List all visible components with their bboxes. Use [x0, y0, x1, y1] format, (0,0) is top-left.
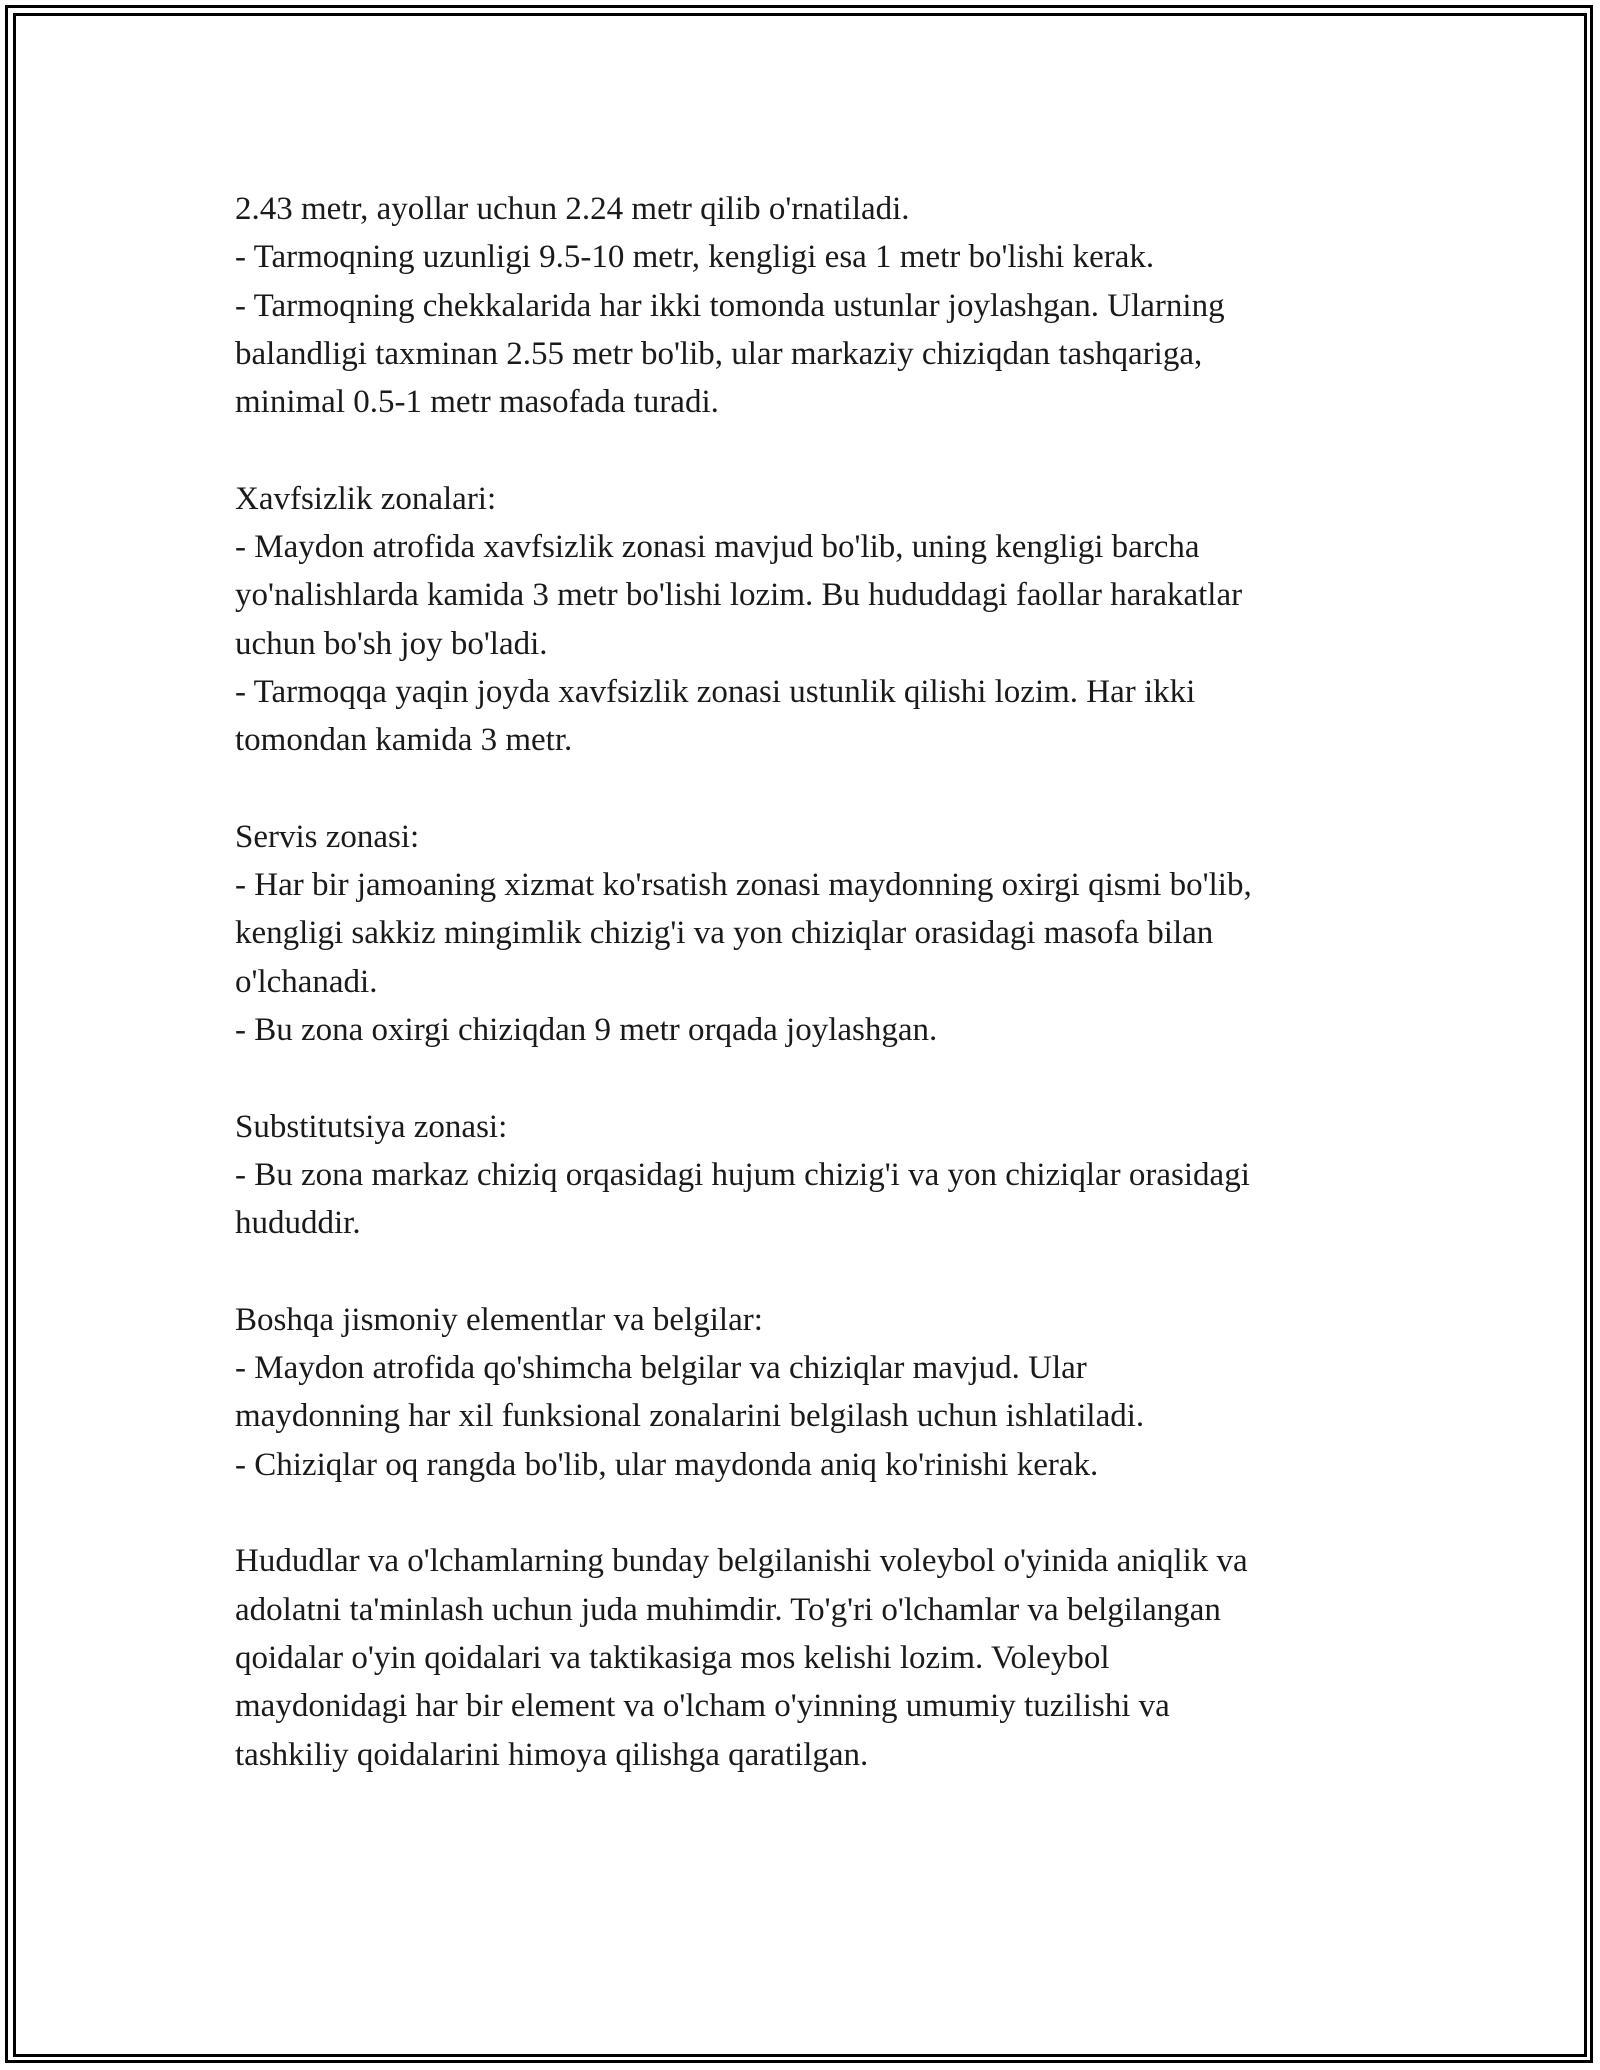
text-line: hududdir. [235, 1205, 361, 1242]
paragraph-spacer [235, 765, 1375, 813]
text-line: Hududlar va o'lchamlarning bunday belgilanishi voleybol o'yinida aniqlik va [235, 1543, 1248, 1580]
section-heading: Xavfsizlik zonalari: [235, 480, 497, 517]
text-line: maydonidagi har bir element va o'lcham o'yinning umumiy tuzilishi va [235, 1688, 1170, 1725]
text-line: - Tarmoqning chekkalarida har ikki tomonda ustunlar joylashgan. Ularning [235, 287, 1225, 324]
document-body [235, 185, 1375, 1779]
text-line: - Har bir jamoaning xizmat ko'rsatish zonasi maydonning oxirgi qismi bo'lib, [235, 867, 1252, 904]
text-line: - Bu zona markaz chiziq orqasidagi hujum chizig'i va yon chiziqlar orasidagi [235, 1156, 1250, 1193]
text-line: - Bu zona oxirgi chiziqdan 9 metr orqada joylashgan. [235, 1012, 938, 1049]
text-line: adolatni ta'minlash uchun juda muhimdir. To'g'ri o'lchamlar va belgilangan [235, 1591, 1221, 1628]
text-line: - Maydon atrofida xavfsizlik zonasi mavjud bo'lib, uning kengligi barcha [235, 529, 1200, 566]
paragraph-spacer [235, 426, 1375, 474]
text-line: - Maydon atrofida qo'shimcha belgilar va chiziqlar mavjud. Ular [235, 1350, 1087, 1387]
text-line: uchun bo'sh joy bo'ladi. [235, 625, 548, 662]
text-line: tashkiliy qoidalarini himoya qilishga qaratilgan. [235, 1736, 869, 1773]
text-line: minimal 0.5-1 metr masofada turadi. [235, 384, 719, 421]
section-heading: Boshqa jismoniy elementlar va belgilar: [235, 1301, 763, 1338]
text-line: - Tarmoqning uzunligi 9.5-10 metr, kengligi esa 1 metr bo'lishi kerak. [235, 239, 1155, 276]
text-line: qoidalar o'yin qoidalari va taktikasiga mos kelishi lozim. Voleybol [235, 1639, 1110, 1676]
text-line: o'lchanadi. [235, 963, 378, 1000]
paragraph-spacer [235, 1248, 1375, 1296]
text-line: kengligi sakkiz mingimlik chizig'i va yon chiziqlar orasidagi masofa bilan [235, 915, 1214, 952]
text-line: balandligi taxminan 2.55 metr bo'lib, ular markaziy chiziqdan tashqariga, [235, 335, 1203, 372]
section-heading: Substitutsiya zonasi: [235, 1108, 508, 1145]
section-heading: Servis zonasi: [235, 818, 420, 855]
text-line: - Tarmoqqa yaqin joyda xavfsizlik zonasi ustunlik qilishi lozim. Har ikki [235, 673, 1196, 710]
text-line: - Chiziqlar oq rangda bo'lib, ular maydonda aniq ko'rinishi kerak. [235, 1446, 1099, 1483]
text-line: 2.43 metr, ayollar uchun 2.24 metr qilib o'rnatiladi. [235, 191, 910, 227]
paragraph-spacer [235, 1489, 1375, 1537]
text-line: yo'nalishlarda kamida 3 metr bo'lishi lozim. Bu hududdagi faollar harakatlar [235, 577, 1243, 614]
text-line: tomondan kamida 3 metr. [235, 722, 573, 759]
text-line: maydonning har xil funksional zonalarini belgilash uchun ishlatiladi. [235, 1398, 1145, 1435]
paragraph-spacer [235, 1054, 1375, 1102]
